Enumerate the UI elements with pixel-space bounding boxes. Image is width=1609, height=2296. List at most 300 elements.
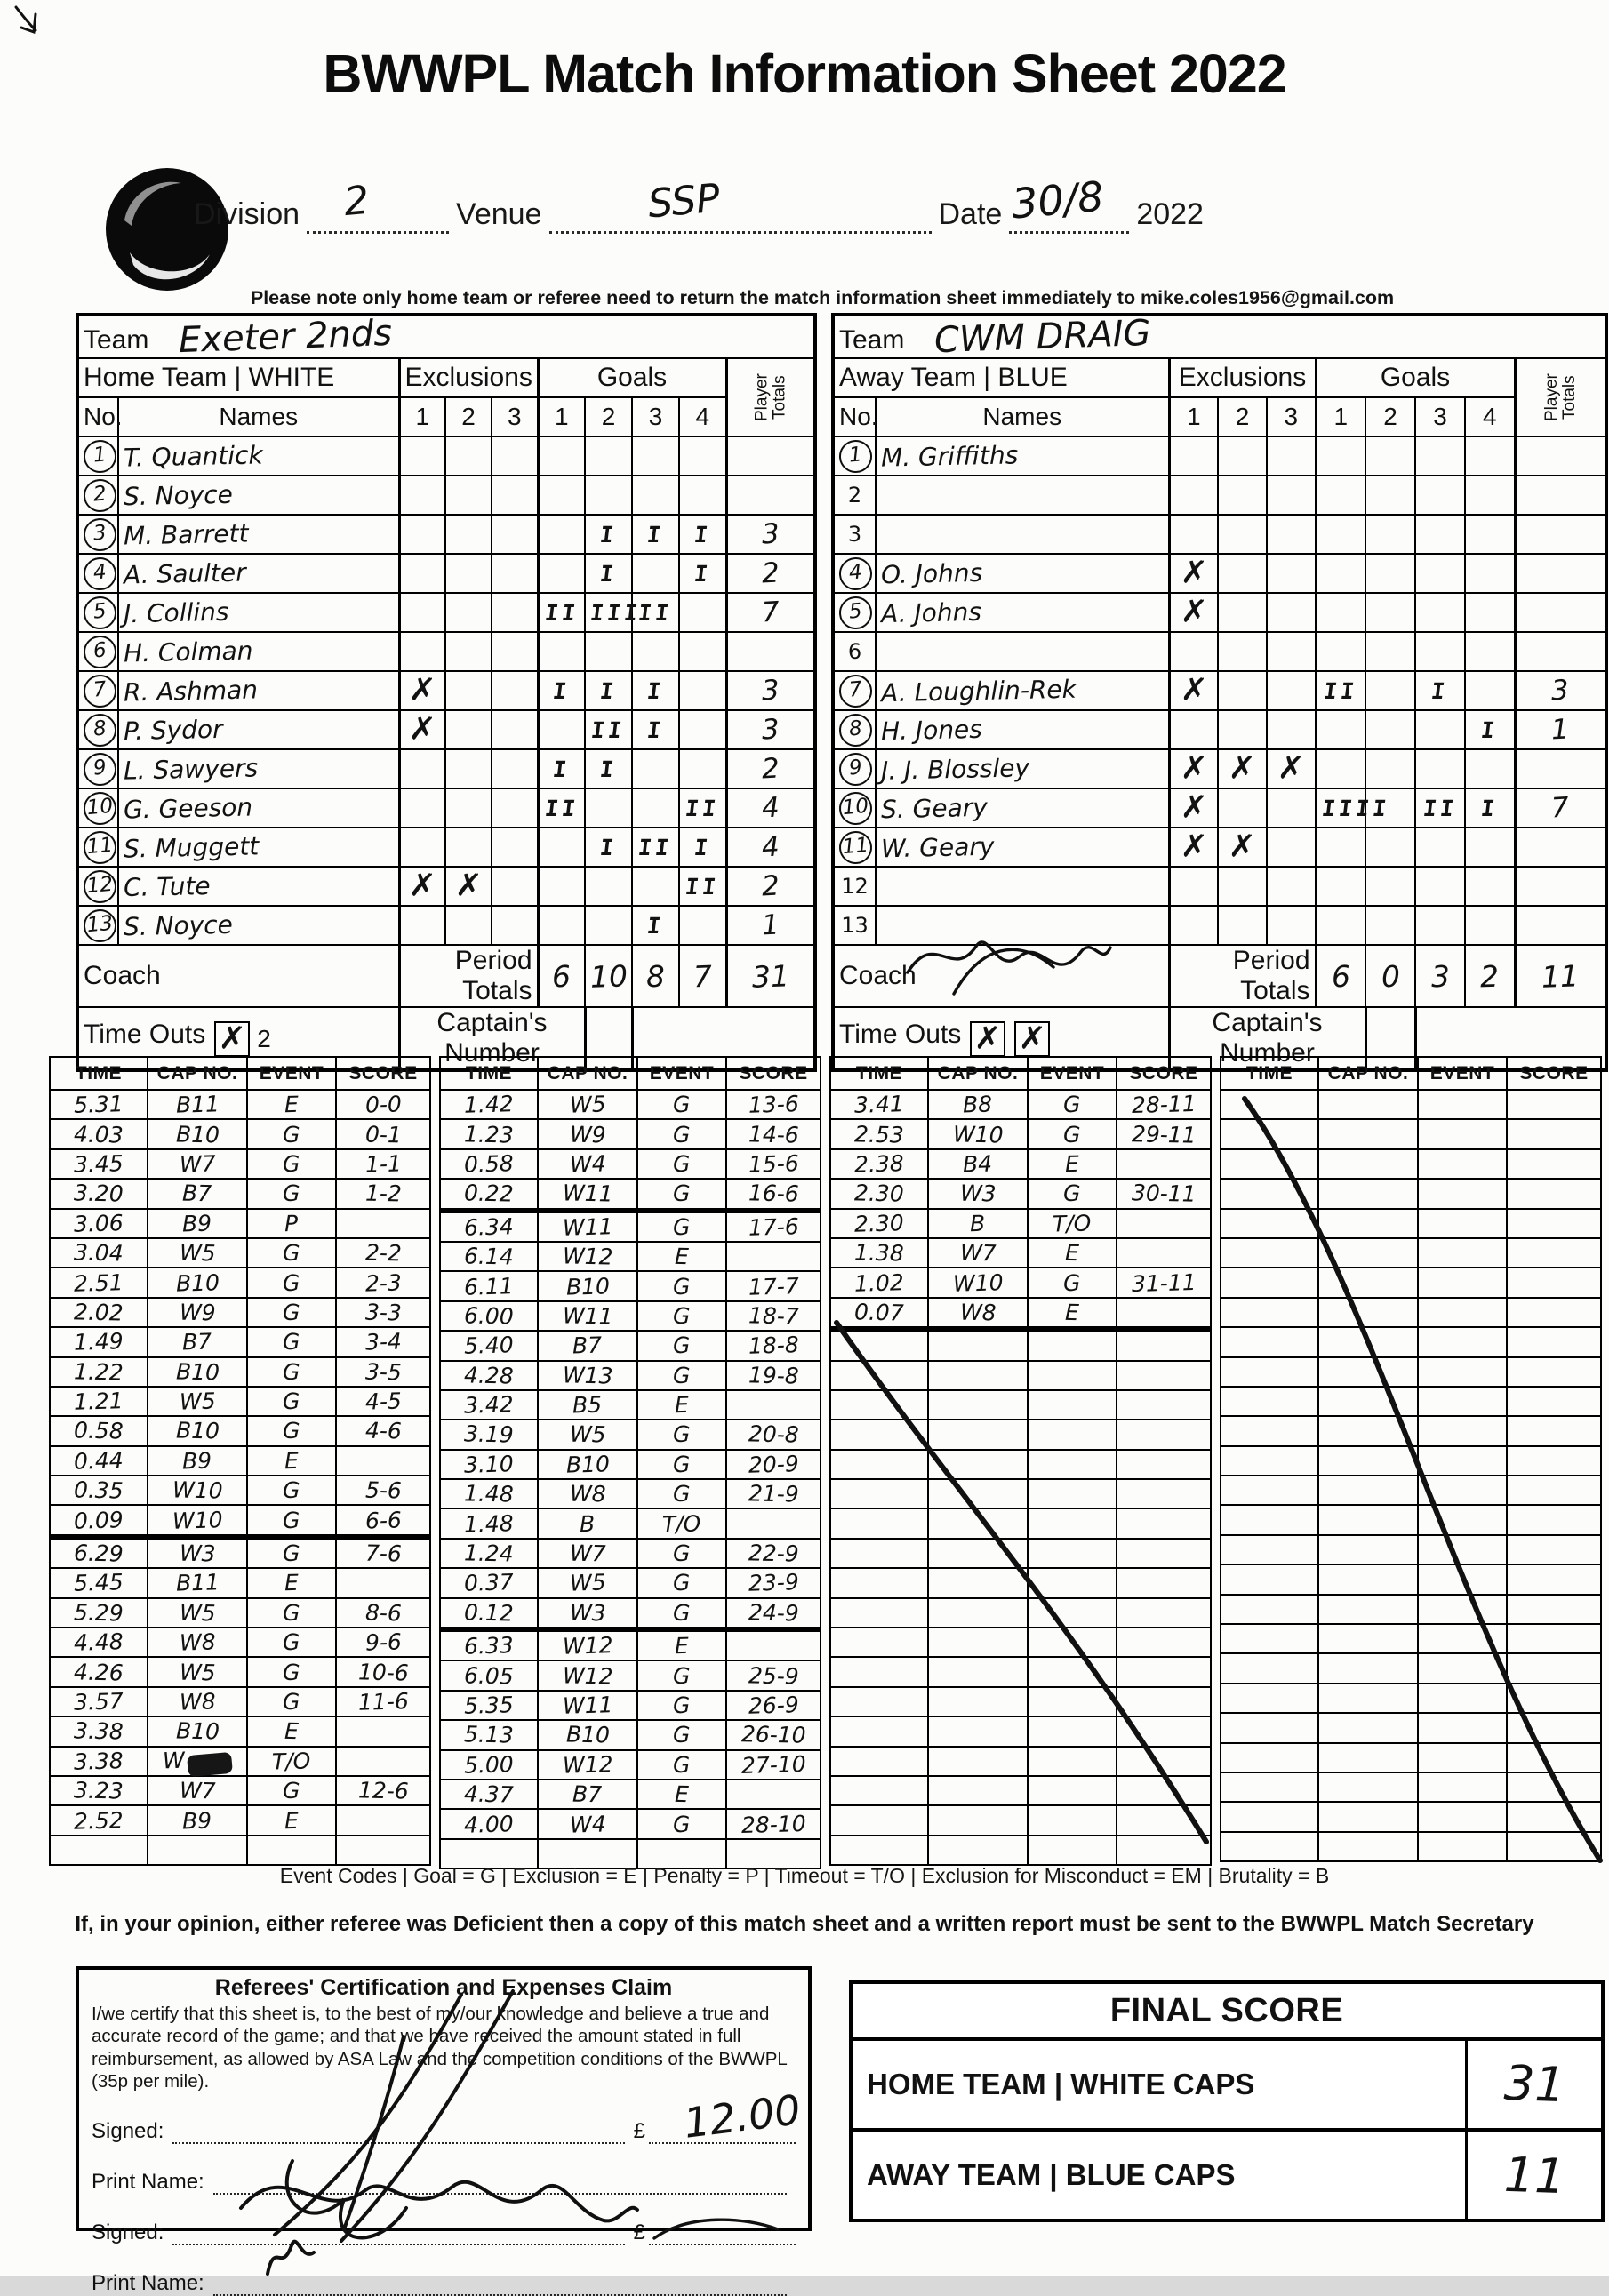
goal-cell [585,788,632,828]
cap-no-value: W3 [179,1540,216,1567]
time-value: 0.22 [463,1180,515,1207]
event-cell [1418,1179,1507,1208]
player-total: 3 [1550,674,1571,708]
time-cell [1221,1595,1318,1624]
event-row [830,1238,1211,1268]
score-cell [726,1479,821,1508]
signed-line-2 [172,2219,624,2245]
event-row [440,1331,821,1360]
time-cell [1221,1119,1318,1148]
event-cell [637,1119,726,1148]
time-cell [50,1716,148,1746]
final-score-home-value: 31 [1502,2055,1566,2114]
roster-table [831,313,1608,1072]
event-row [830,1268,1211,1297]
goal-cell [538,476,585,515]
goal-cell [679,710,726,749]
event-cell [1028,1329,1117,1360]
event-value: G [673,1662,691,1689]
event-cell [247,1598,336,1628]
cap-no-cell [538,1750,637,1780]
goal-cell [1465,476,1515,515]
cap-no-cell [1318,1535,1418,1564]
time-cell [1221,1238,1318,1268]
score-header: SCORE [1117,1057,1211,1090]
scribbled-out-mark [187,1752,233,1777]
player-number: 11 [82,829,117,865]
time-cell [440,1479,538,1508]
time-cell [1221,1209,1318,1238]
cap-no-cell [1318,1327,1418,1356]
exclusion-mark: ✗ [408,671,437,709]
coach-label: Coach [839,961,917,990]
time-cell [50,1090,148,1119]
exclusion-period-header: 1 [399,397,445,436]
goal-cell [1365,632,1415,671]
time-cell [440,1179,538,1210]
time-cell [1221,1505,1318,1534]
score-cell [1117,1209,1211,1238]
player-number-cell [77,906,118,945]
event-cell [1418,1090,1507,1119]
player-total-cell [1515,554,1606,593]
event-cell [637,1450,726,1479]
event-value: G [283,1540,300,1567]
goal-cell [1465,788,1515,828]
event-row [1221,1298,1601,1327]
event-cell [1418,1119,1507,1148]
goal-cell [538,749,585,788]
event-cell [247,1836,336,1865]
event-row [440,1750,821,1780]
event-cell [637,1090,726,1119]
goal-cell [1365,671,1415,710]
exclusion-mark: ✗ [453,867,484,905]
player-total: 7 [760,596,780,629]
player-name: A. Saulter [123,557,246,589]
player-number-cell [833,632,876,671]
player-total-cell [726,632,815,671]
cap-no-cell [1318,1446,1418,1476]
score-cell [336,1628,430,1657]
score-cell [1507,1149,1601,1179]
player-number: 9 [82,751,117,787]
event-cell [1418,1357,1507,1387]
event-row [440,1809,821,1838]
cap-no-value: W12 [562,1662,613,1690]
time-cell [440,1598,538,1629]
event-row [1221,1653,1601,1683]
team-label: Team [839,325,905,355]
time-value: 5.35 [463,1692,515,1719]
event-cell [1418,1505,1507,1534]
goal-tally: II [684,873,722,900]
player-row [833,710,1606,749]
time-value: 3.20 [73,1180,124,1207]
event-cell [247,1687,336,1716]
time-cell [830,1090,928,1119]
cap-no-cell [928,1747,1028,1776]
score-cell [1507,1416,1601,1445]
goal-cell [632,867,679,906]
cap-no-value: W5 [179,1599,216,1627]
cap-no-cell [148,1657,247,1686]
player-number-cell [833,710,876,749]
goal-tally: II [542,599,580,626]
event-row [440,1720,821,1749]
cap-no-cell [928,1298,1028,1329]
event-value: G [282,1628,301,1656]
event-log-table-3 [829,1056,1210,1869]
time-cell [1221,1713,1318,1742]
exclusion-cell [492,632,538,671]
goal-cell [679,671,726,710]
score-cell [336,1657,430,1686]
goal-cell [538,867,585,906]
player-name: O. Johns [880,557,983,589]
event-row [1221,1327,1601,1356]
player-total-cell [726,788,815,828]
event-value: E [674,1781,690,1808]
player-row [77,828,815,867]
player-name-cell [118,906,399,945]
goal-tally: II [589,716,628,743]
event-row [1221,1090,1601,1119]
score-value: 3-5 [364,1358,402,1386]
goal-cell [1365,515,1415,554]
event-value: G [1062,1269,1082,1296]
score-cell [726,1750,821,1780]
goal-tally: I [692,521,713,548]
event-row [50,1476,430,1505]
player-row [77,593,815,632]
player-number: 8 [837,712,873,748]
cap-no-cell [1318,1119,1418,1148]
score-cell [726,1629,821,1660]
event-row [830,1776,1211,1805]
player-number-cell [77,593,118,632]
cap-no-cell [928,1119,1028,1148]
time-value: 6.00 [463,1302,515,1330]
cap-no-cell [538,1720,637,1749]
cap-no-value: W9 [569,1121,606,1148]
cap-no-cell [928,1149,1028,1179]
goal-tally: II [636,834,675,860]
cap-no-cell [148,1327,247,1356]
period-total-cell [632,945,679,1007]
exclusion-cell [492,593,538,632]
time-cell [830,1805,928,1835]
score-cell [1117,1657,1211,1686]
final-score-away-cell [1465,2132,1601,2220]
period-total-value: 7 [692,958,713,994]
score-cell [336,1298,430,1327]
division-field [307,177,449,234]
score-cell [1117,1450,1211,1479]
score-cell [726,1271,821,1300]
score-value: 14-6 [748,1120,799,1148]
player-row [833,906,1606,945]
time-cell [830,1179,928,1208]
event-value: T/O [1052,1210,1093,1237]
goal-cell [1316,476,1365,515]
print-name-row-2 [92,2269,796,2296]
goal-cell [585,436,632,476]
goal-cell [679,867,726,906]
event-cell [637,1361,726,1390]
score-cell [726,1119,821,1148]
exclusion-cell [1267,906,1316,945]
cap-no-cell [928,1450,1028,1479]
event-cell [247,1776,336,1805]
event-row [50,1747,430,1776]
cap-no-cell [1318,1357,1418,1387]
timeout-mark: ✗ [218,1020,247,1058]
time-cell [1221,1090,1318,1119]
cap-no-cell [538,1809,637,1838]
score-cell [1507,1684,1601,1713]
goal-cell [1365,906,1415,945]
score-cell [1117,1628,1211,1657]
score-header: SCORE [1507,1057,1601,1090]
score-value: 7-6 [364,1540,402,1567]
event-row [1221,1357,1601,1387]
time-value: 4.48 [73,1628,124,1656]
match-total-value: 31 [751,957,790,995]
score-cell [726,1390,821,1420]
period-total-cell [1365,945,1415,1007]
time-value: 5.13 [463,1721,515,1748]
event-cell [1028,1657,1117,1686]
home-roster-table [76,313,813,1072]
time-value: 5.40 [463,1332,515,1360]
score-cell [1117,1119,1211,1148]
score-cell [726,1568,821,1597]
cap-no-cell [1318,1298,1418,1327]
goal-cell [1415,828,1465,867]
time-cell [830,1836,928,1865]
event-value: G [283,1777,300,1804]
goal-cell [585,671,632,710]
cap-no-cell [1318,1209,1418,1238]
goal-cell [1415,749,1465,788]
timeout-mark: ✗ [973,1020,1003,1058]
home-side-label: Home Team | WHITE [77,358,399,397]
final-score-title: FINAL SCORE [853,1984,1601,2041]
player-name: A. Loughlin-Rek [880,674,1077,708]
player-number-cell [77,671,118,710]
event-row [830,1508,1211,1538]
player-total-cell [1515,749,1606,788]
cap-no-header: CAP NO. [928,1057,1028,1090]
time-cell [440,1539,538,1568]
exclusion-cell [1169,749,1218,788]
event-cell [247,1628,336,1657]
time-cell [830,1539,928,1568]
match-total-value: 11 [1541,957,1580,995]
score-cell [336,1268,430,1297]
event-value: G [283,1477,300,1504]
score-cell [1117,1539,1211,1568]
time-cell [1221,1298,1318,1327]
exclusion-cell [399,554,445,593]
event-row [50,1387,430,1416]
event-value: E [284,1447,300,1475]
goal-cell [585,554,632,593]
period-totals-label: Period Totals [399,945,538,1007]
time-cell [830,1149,928,1179]
goal-cell [1365,476,1415,515]
event-row [50,1090,430,1119]
event-value: G [672,1451,692,1478]
team-name-row [77,315,815,358]
cap-no-cell [538,1691,637,1720]
cap-no-cell [1318,1476,1418,1505]
time-cell [1221,1416,1318,1445]
player-number-cell [77,554,118,593]
goal-cell [679,749,726,788]
goal-cell [679,593,726,632]
score-cell [336,1747,430,1776]
goal-period-header: 3 [632,397,679,436]
event-cell [247,1149,336,1179]
event-value: G [672,1213,692,1241]
event-cell [1418,1387,1507,1416]
player-total-cell [726,554,815,593]
event-cell [637,1331,726,1360]
certification-title: Referees' Certification and Expenses Claim [214,1975,673,2000]
team-name-cell [833,312,1606,362]
exclusion-cell [445,476,492,515]
exclusion-cell [1218,436,1267,476]
score-value: 18-8 [748,1332,799,1360]
event-row [830,1298,1211,1329]
time-cell [440,1420,538,1449]
event-value: G [672,1692,692,1719]
player-name-cell [118,593,399,632]
event-cell [1028,1568,1117,1597]
player-row [77,554,815,593]
player-number: 4 [82,556,117,591]
goal-cell [585,515,632,554]
exclusion-cell [399,476,445,515]
score-cell [1507,1743,1601,1772]
cap-no-value: W12 [562,1750,613,1779]
player-name: W. Geary [880,831,995,863]
exclusion-cell [445,749,492,788]
exclusion-mark: ✗ [1179,554,1208,592]
match-total-cell [726,945,815,1007]
time-value: 2.38 [853,1150,905,1178]
cap-no-cell [148,1476,247,1505]
event-row [1221,1743,1601,1772]
cap-no-cell [148,1238,247,1268]
event-cell [1028,1268,1117,1297]
event-cell [637,1479,726,1508]
period-total-value: 6 [551,958,572,994]
event-value: G [673,1180,691,1207]
cap-no-value: W12 [562,1632,613,1660]
event-row [50,1357,430,1387]
event-cell [637,1629,726,1660]
player-total: 4 [760,791,780,825]
goal-cell [632,788,679,828]
event-row [1221,1238,1601,1268]
year-label: 2022 [1136,197,1204,231]
exclusion-cell [1267,554,1316,593]
event-value: G [672,1150,692,1178]
exclusion-cell [1169,710,1218,749]
exclusion-cell [399,749,445,788]
score-value: 25-9 [748,1662,799,1690]
cap-no-cell [148,1805,247,1835]
event-cell [1418,1802,1507,1831]
time-cell [830,1361,928,1390]
time-cell [50,1598,148,1628]
exclusion-cell [1169,671,1218,710]
goal-cell [585,906,632,945]
event-cell [1418,1624,1507,1653]
event-row [50,1716,430,1746]
event-row [1221,1149,1601,1179]
goal-cell [632,749,679,788]
score-value: 30-11 [1131,1180,1197,1208]
goal-cell [1365,436,1415,476]
score-value: 29-11 [1131,1120,1197,1148]
event-row [50,1505,430,1536]
player-number-cell [77,632,118,671]
player-number-cell [77,476,118,515]
goal-cell [1316,867,1365,906]
score-value: 27-10 [740,1750,806,1779]
goal-cell [632,554,679,593]
player-name: L. Sawyers [123,752,259,786]
player-row [833,476,1606,515]
event-cell [637,1179,726,1210]
exclusion-cell [445,671,492,710]
player-total-cell [726,906,815,945]
goal-period-header: 3 [1415,397,1465,436]
event-row [830,1179,1211,1208]
exclusion-period-header: 2 [1218,397,1267,436]
event-cell [247,1268,336,1297]
event-row [440,1598,821,1629]
exclusion-cell [445,436,492,476]
event-value: G [282,1507,301,1533]
score-cell [1117,1238,1211,1268]
player-number: 12 [82,868,117,904]
time-cell [440,1629,538,1660]
player-number-cell [833,515,876,554]
final-score-home-cell [1465,2041,1601,2128]
goal-cell [632,515,679,554]
exclusion-cell [1218,554,1267,593]
player-row [77,710,815,749]
time-cell [830,1776,928,1805]
goal-cell [632,671,679,710]
player-number-cell [77,749,118,788]
player-total-cell [726,867,815,906]
exclusion-cell [1218,593,1267,632]
goal-tally: I [598,834,619,860]
player-total-cell [726,749,815,788]
event-row [1221,1268,1601,1297]
goal-cell [1316,749,1365,788]
names-header: Names [876,397,1169,436]
goal-cell [679,788,726,828]
score-cell [1507,1624,1601,1653]
event-cell [637,1568,726,1597]
